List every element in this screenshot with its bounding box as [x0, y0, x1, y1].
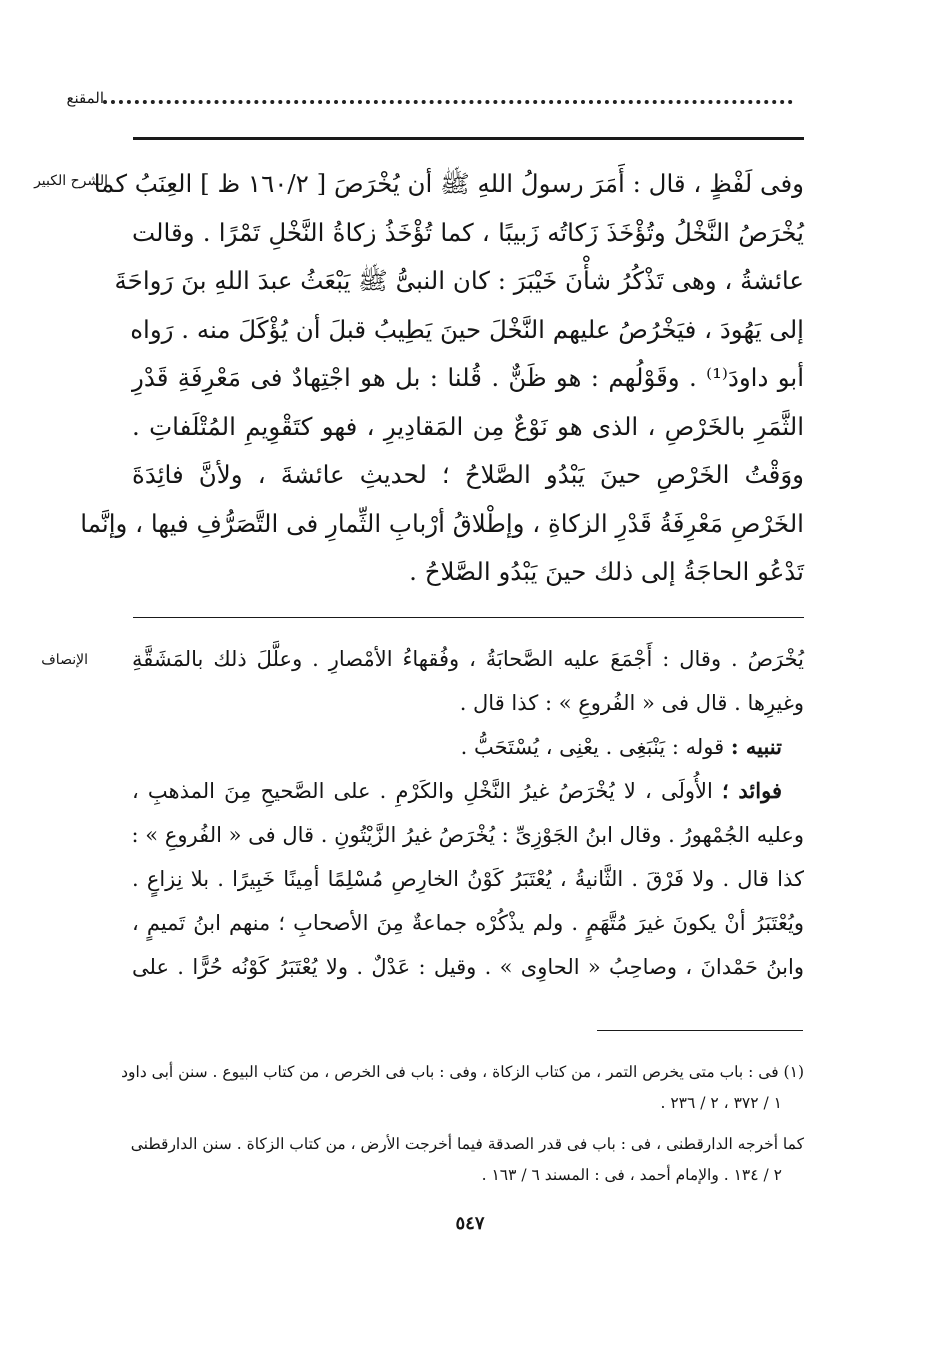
footnote-line: ٢ / ١٣٤ . والإمام أحمد ، فى : المسند ٦ / ١٦٣ .: [481, 1166, 782, 1184]
text-line: ووَقْتُ الخَرْصِ حينَ يَبْدُو الصَّلاحُ ؛ لحديثِ عائشةَ ، ولأنَّ فائِدَةَ: [132, 460, 804, 489]
footnote-line: (١) فى : باب متى يخرص التمر ، من كتاب الزكاة ، وفى : باب فى الخرص ، من كتاب البيوع . سنن أبى داود: [121, 1063, 804, 1081]
header-dotted-leader: [103, 88, 793, 104]
text-line: الخَرْصِ مَعْرِفَةُ قَدْرِ الزكاةِ ، وإطْلاقُ أرْبابِ الثِّمارِ فى التَّصَرُّفِ فيها ، وإنَّما: [80, 508, 804, 538]
section-divider: [133, 617, 804, 618]
text-line: أبو داودَ⁽¹⁾ . وقَوْلُهم : هو ظَنٌّ . قُلنا : بل هو اجْتِهادٌ فى مَعْرِفَةِ قَدْرِ: [132, 363, 805, 392]
footnote-line: كما أخرجه الدارقطنى ، فى : باب فى قدر الصدقة فيما أخرجت الأرض ، من كتاب الزكاة . سنن الدارقطنى: [130, 1135, 804, 1153]
footnote-spacer: [132, 1119, 804, 1129]
header-rule: [133, 137, 804, 140]
note-text: قوله : يَنْبَغِى . يعْنِى ، يُسْتَحَبُّ .: [460, 735, 731, 759]
section-label-insaf: الإنصاف: [41, 652, 88, 668]
footnote-line: ١ / ٣٧٢ ، ٢ / ٢٣٦ .: [660, 1094, 782, 1112]
text-line: تَدْعُو الحاجَةُ إلى ذلك حينَ يَبْدُو الصَّلاحُ .: [409, 557, 804, 586]
text-line: عائشةُ ، وهى تَذْكُرُ شأْنَ خَيْبَرَ : كان النبىُّ ﷺ يَبْعَثُ عبدَ اللهِ بنَ رَواحَةَ: [114, 266, 804, 295]
text-line: ويُعْتَبَرُ أنْ يكونَ غيرَ مُتَّهَمٍ . ولم يذْكُرْه جماعةٌ مِنَ الأصحابِ ؛ منهم ابنُ تَميمٍ ،: [132, 911, 804, 935]
section-label-sharh: الشرح الكبير: [34, 173, 108, 189]
running-title: المقنع: [66, 89, 104, 107]
footnote-rule: [597, 1030, 803, 1031]
note-line: [132, 725, 804, 769]
text-line: وابنُ حَمْدانَ ، وصاحِبُ « الحاوِى » . وقيل : عَدْلٌ . ولا يُعْتَبَرُ كَوْنُه حُرًّا . على: [132, 955, 804, 979]
footnotes-block: [121, 1057, 804, 1191]
note-lead: تنبيه :: [730, 734, 782, 759]
text-line: يُخْرَصُ . وقال : أَجْمَعَ عليه الصَّحابَةُ ، وفُقهاءُ الأمْصارِ . وعلَّلَ ذلك بالمَشَقَّةِ: [132, 647, 804, 671]
benefits-first: الأُولَى ، لا يُخْرَصُ غيرُ النَّخْلِ والكَرْمِ . على الصَّحيحِ مِنَ المذهبِ ،: [132, 779, 722, 803]
insaf-text-block: [132, 637, 804, 989]
text-line: إلى يَهُودَ ، فيَخْرُصُ عليهم النَّخْلَ حينَ يَطِيبُ قبلَ أن يُؤْكَلَ منه . رَواه: [130, 314, 804, 344]
text-line: كذا قال . ولا فَرْقَ . الثَّانيةُ ، يُعْتَبَرُ كَوْنُ الخارِصِ مُسْلِمًا أمِينًا خَبِيرًا . بلا نِزاعٍ .: [132, 867, 804, 891]
text-line: وغيرِها . قال فى « الفُروعِ » : كذا قال .: [459, 691, 804, 715]
text-line: وفى لَفْظٍ ، قال : أَمَرَ رسولُ اللهِ ﷺ أن يُخْرَصَ [ ١٦٠/٢ ظ ] العِنَبُ كما: [93, 169, 804, 198]
benefits-line: [132, 769, 804, 813]
text-line: الثَّمَرِ بالخَرْصِ ، الذى هو نَوْعٌ مِن المَقادِيرِ ، فهو كتَقْوِيمِ المُتْلَفاتِ .: [132, 411, 804, 441]
text-line: وعليه الجُمْهورُ . وقال ابنُ الجَوْزِىِّ : يُخْرَصُ غيرُ الزَّيْتُونِ . قال فى « الفُروعِ » :: [131, 823, 804, 847]
benefits-lead: فوائد ؛: [721, 778, 782, 803]
text-line: يُخْرَصُ النَّخْلُ وتُؤْخَذَ زَكاتُه زَبيبًا ، كما تُؤْخَذُ زكاةُ النَّخْلِ تَمْرًا . وقالت: [132, 217, 804, 247]
page-number: ٥٤٧: [455, 1213, 485, 1234]
sharh-text-block: [80, 160, 805, 597]
